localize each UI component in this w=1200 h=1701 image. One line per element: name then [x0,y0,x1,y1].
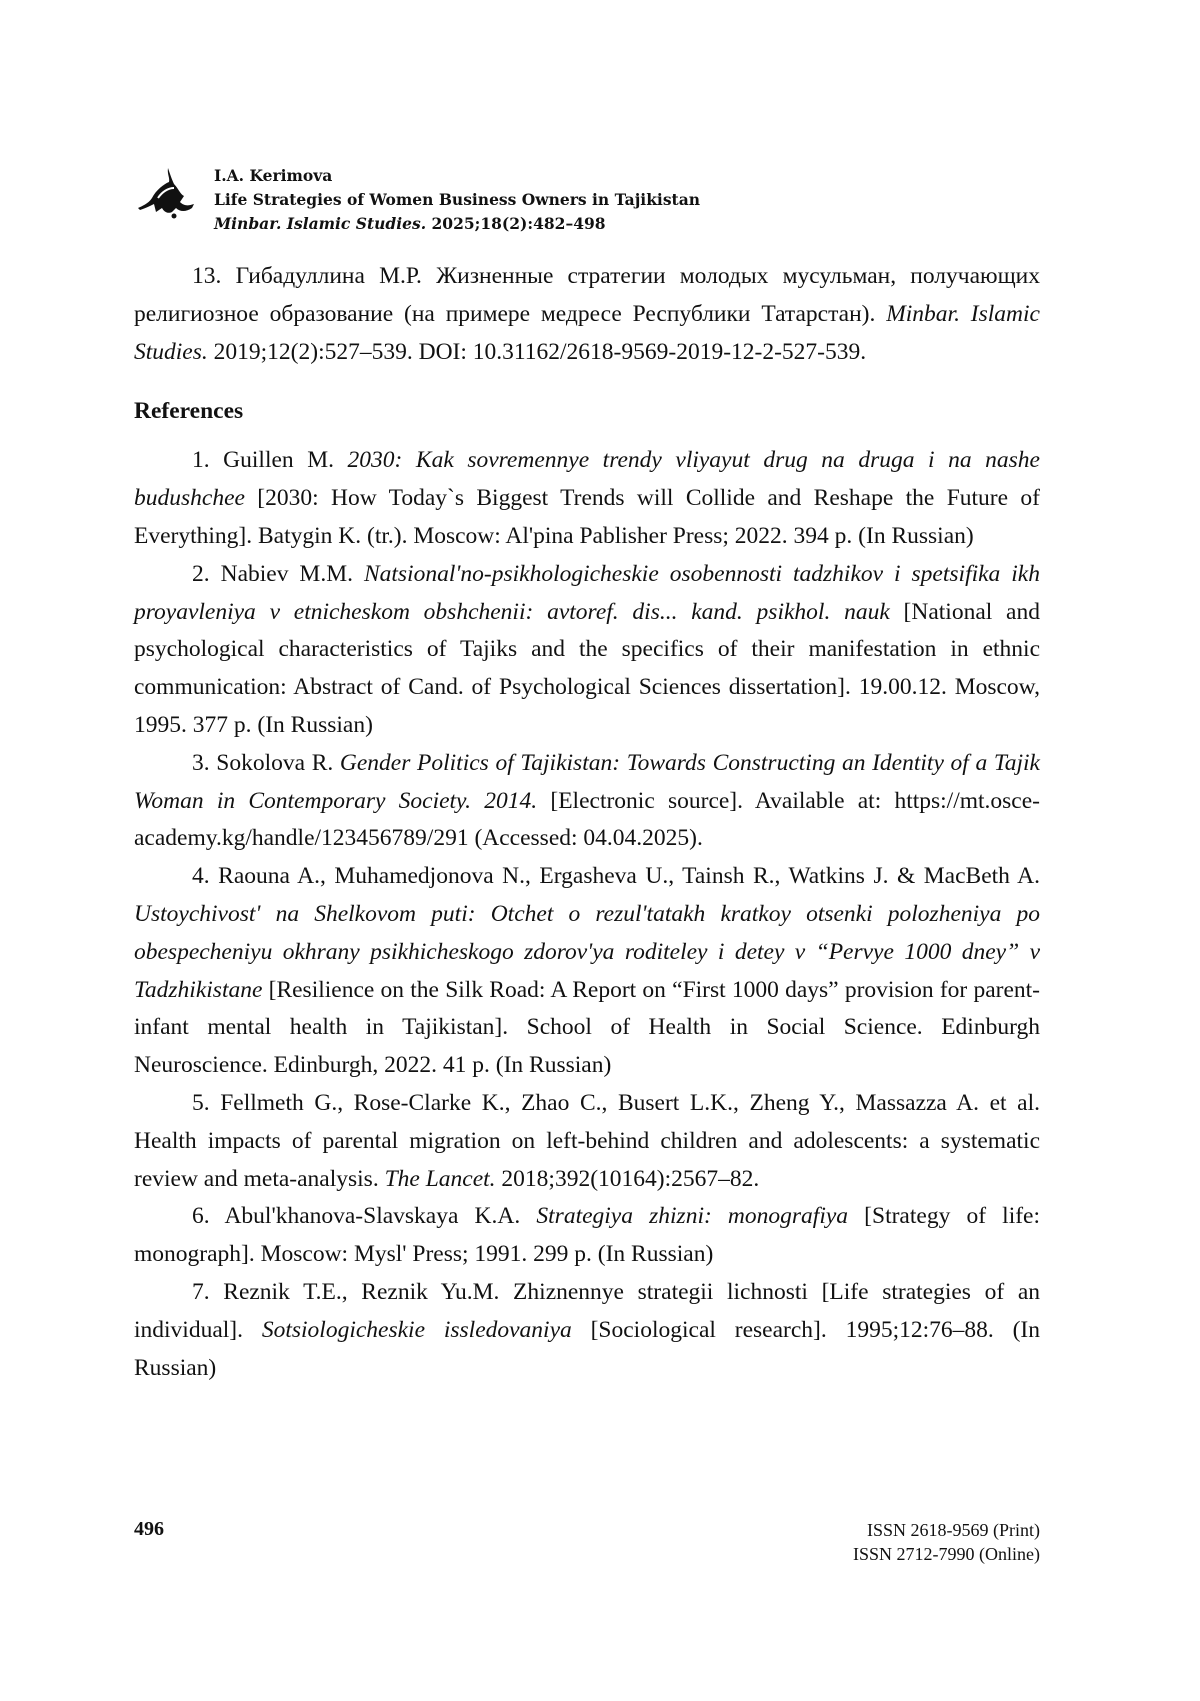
issn-print: ISSN 2618-9569 (Print) [866,1520,1040,1540]
page-number: 496 [134,1518,164,1540]
page-body [134,258,1040,1387]
header-citation [214,212,700,236]
reference-item: 5. Fellmeth G., Rose-Clarke K., Zhao C., Busert L.K., Zheng Y., Massazza A. et al. Health impacts of parental migration on left-behind children and adolescents: a systematic review and meta-analysis. The Lancet. 2018;392(10164):2567–82. [134,1089,1040,1192]
references-heading: References [134,398,244,425]
reference-item: 6. Abul'khanova-Slavskaya K.A. Strategiya zhizni: monografiya [Strategy of life: monograph]. Moscow: Mysl' Press; 1991. 299 p. (In Russian) [134,1203,1041,1268]
running-header [134,164,834,234]
header-journal: Minbar. Islamic Studies. [214,214,427,233]
issn-online: ISSN 2712-7990 (Online) [853,1544,1040,1564]
reference-item: 1. Guillen M. 2030: Kak sovremennye trendy vliyayut drug na druga i na nashe budushchee [2030: How Today`s Biggest Trends will Collide and Reshape the Future of Everything]. Batygin K. (tr.). Moscow: Al'pina Pablisher Press; 2022. 394 p. (In Russian) [134,447,1040,549]
minbar-logo-icon [134,166,198,220]
header-author: I.A. Kerimova [214,166,333,185]
issn-block [853,1518,1040,1566]
header-volume: 2025;18(2):482–498 [426,214,606,233]
reference-item: 4. Raouna A., Muhamedjonova N., Ergasheva U., Tainsh R., Watkins J. & MacBeth A. Ustoychivost' na Shelkovom puti: Otchet o rezul'tatakh kratkoy otsenki polozheniya po obespecheniyu okhrany psikhicheskogo zdorov'ya roditeley i detey v “Pervye 1000 dney” v Tadzhikistane [Resilience on the Silk Road: A Report on “First 1000 days” provision for parent-infant mental health in Tajikistan]. School of Health in Social Science. Edinburgh Neuroscience. Edinburgh, 2022. 41 p. (In Russian) [134,863,1040,1079]
reference-item: 7. Reznik T.E., Reznik Yu.M. Zhiznennye strategii lichnosti [Life strategies of an individual]. Sotsiologicheskie issledovaniya [Sociological research]. 1995;12:76–88. (In Russian) [134,1278,1040,1381]
reference-13-ru: 13. Гибадуллина М.Р. Жизненные стратегии молодых мусульман, получающих религиозное образование (на примере медресе Республики Татарстан). Minbar. Islamic Studies. 2019;12(2):527–539. DOI: 10.31162/2618-9569-2019-12-2-527-539. [134,263,1040,365]
reference-item: 2. Nabiev M.M. Natsional'no-psikhologicheskie osobennosti tadzhikov i spetsifika ikh proyavleniya v etnicheskom obshchenii: avtoref. dis... kand. psikhol. nauk [National and psychological characteristics of Tajiks and the specifics of their manifestation in ethnic communication: Abstract of Cand. of Psychological Sciences dissertation]. 19.00.12. Moscow, 1995. 377 p. (In Russian) [134,560,1040,738]
reference-item: 3. Sokolova R. Gender Politics of Tajikistan: Towards Constructing an Identity of a Tajik Woman in Contemporary Society. 2014. [Electronic source]. Available at: https://mt.osce-academy.kg/handle/123456789/291 (Accessed: 04.04.2025). [134,749,1040,852]
header-article-title: Life Strategies of Women Business Owners in Tajikistan [214,190,701,209]
